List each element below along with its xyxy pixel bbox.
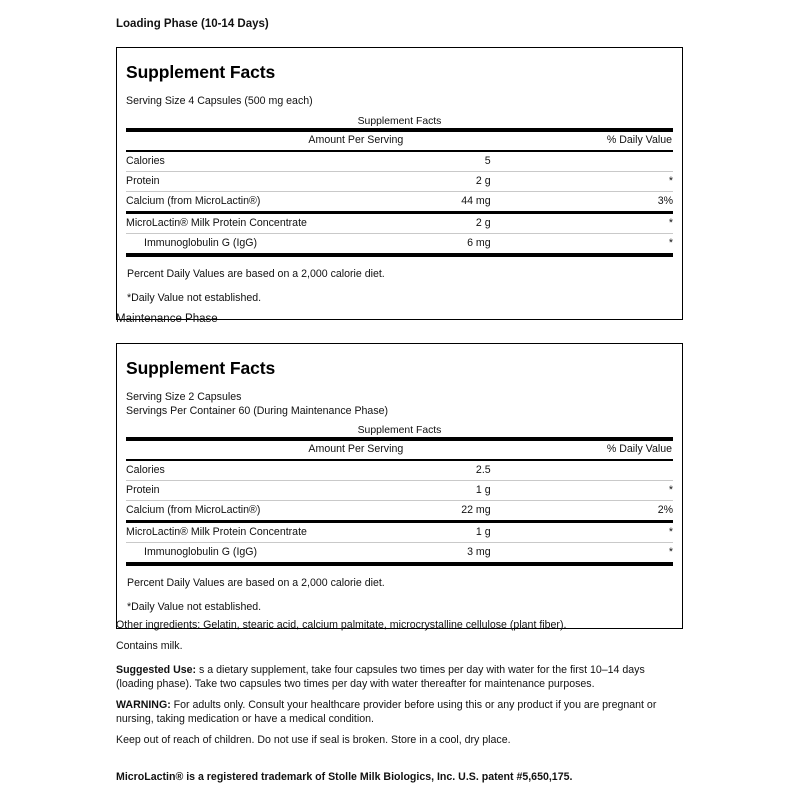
footnote-daily-values: Percent Daily Values are based on a 2,000 calorie diet. <box>127 577 385 589</box>
table-header-row-maintenance <box>126 441 673 459</box>
warning-label: WARNING: <box>116 699 171 711</box>
supplement-facts-panel-loading <box>116 47 683 320</box>
row-label: Calcium (from MicroLactin®) <box>126 504 261 516</box>
table-header-row-loading <box>126 132 673 150</box>
row-label: MicroLactin® Milk Protein Concentrate <box>126 216 307 229</box>
warning-block <box>116 698 683 726</box>
table-row <box>126 501 673 520</box>
table-row <box>126 152 673 171</box>
servings-per-container-maintenance: Servings Per Container 60 (During Maintenance Phase) <box>126 404 389 417</box>
row-amount: 44 mg <box>461 194 491 207</box>
row-daily-value: * <box>668 216 673 229</box>
trademark-block <box>116 770 683 784</box>
serving-size-maintenance: Serving Size 2 Capsules <box>126 391 242 403</box>
row-label: Protein <box>126 174 160 187</box>
header-daily-value: % Daily Value <box>606 443 672 455</box>
storage-block <box>116 733 683 747</box>
row-daily-value: * <box>668 484 673 496</box>
warning-text: For adults only. Consult your healthcare provider before using this or any product if you are pregnant or nursing, taking medication or have a medical condition. <box>116 699 657 725</box>
row-label: Calcium (from MicroLactin®) <box>126 194 261 207</box>
other-ingredients-block <box>116 618 683 632</box>
row-daily-value: * <box>668 546 673 558</box>
allergen-text: Contains milk. <box>116 640 183 652</box>
row-label: Immunoglobulin G (IgG) <box>144 546 258 558</box>
supplement-facts-panel-maintenance <box>116 343 683 629</box>
panel-title-maintenance: Supplement Facts <box>126 358 276 378</box>
rule-bottom-loading <box>126 253 673 257</box>
suggested-use-text: s a dietary supplement, take four capsules two times per day with water for the first 10–14 days (loading phase). Take two capsules two times per day with water thereafter for maintenance purposes. <box>116 664 645 690</box>
row-daily-value: * <box>668 236 673 249</box>
table-row <box>126 523 673 542</box>
header-amount-per-serving: Amount Per Serving <box>308 443 404 455</box>
row-daily-value <box>491 152 673 171</box>
row-label: Protein <box>126 484 160 496</box>
allergen-block <box>116 639 683 653</box>
nutrition-table-maintenance <box>126 441 673 562</box>
table-row <box>126 192 673 211</box>
row-daily-value <box>491 461 673 480</box>
header-amount-per-serving: Amount Per Serving <box>308 133 404 146</box>
table-row <box>126 461 673 480</box>
row-amount: 6 mg <box>467 236 491 249</box>
row-daily-value: * <box>668 174 673 187</box>
nutrition-table-loading <box>126 132 673 253</box>
footnote-not-established: *Daily Value not established. <box>127 601 262 613</box>
table-row <box>126 234 673 253</box>
row-amount: 2 g <box>475 174 491 187</box>
row-amount: 2.5 <box>475 464 491 476</box>
table-caption-loading: Supplement Facts <box>357 115 442 127</box>
row-daily-value: 2% <box>657 504 673 516</box>
other-ingredients-text: Other ingredients: Gelatin, stearic acid, calcium palmitate, microcrystalline cellulose (plant fiber). <box>116 619 567 631</box>
header-daily-value: % Daily Value <box>606 133 672 146</box>
phase-label-maintenance: Maintenance Phase <box>116 313 218 325</box>
row-amount: 5 <box>484 154 491 167</box>
row-label: Immunoglobulin G (IgG) <box>144 236 258 249</box>
table-row <box>126 543 673 562</box>
row-label: Calories <box>126 464 165 476</box>
table-row <box>126 172 673 191</box>
row-amount: 3 mg <box>467 546 491 558</box>
row-amount: 22 mg <box>461 504 491 516</box>
storage-text: Keep out of reach of children. Do not use if seal is broken. Store in a cool, dry place. <box>116 734 511 746</box>
suggested-use-label: Suggested Use: <box>116 664 197 676</box>
suggested-use-block <box>116 663 683 691</box>
phase-label-loading: Loading Phase (10-14 Days) <box>116 18 269 30</box>
panel-title-loading: Supplement Facts <box>126 62 276 82</box>
row-label: Calories <box>126 154 165 167</box>
footnotes-maintenance <box>126 577 673 614</box>
footnotes-loading <box>126 268 673 305</box>
table-row <box>126 214 673 233</box>
row-amount: 2 g <box>475 216 491 229</box>
row-label: MicroLactin® Milk Protein Concentrate <box>126 526 307 538</box>
row-amount: 1 g <box>475 526 491 538</box>
table-row <box>126 481 673 500</box>
table-caption-maintenance: Supplement Facts <box>357 425 442 436</box>
footnote-not-established: *Daily Value not established. <box>127 291 262 304</box>
row-daily-value: 3% <box>657 194 673 207</box>
trademark-text: MicroLactin® is a registered trademark of Stolle Milk Biologics, Inc. U.S. patent #5,650,175. <box>116 771 573 783</box>
footnote-daily-values: Percent Daily Values are based on a 2,000 calorie diet. <box>127 267 385 280</box>
serving-size-loading: Serving Size 4 Capsules (500 mg each) <box>126 95 313 107</box>
rule-bottom-maintenance <box>126 562 673 566</box>
row-daily-value: * <box>668 526 673 538</box>
row-amount: 1 g <box>475 484 491 496</box>
